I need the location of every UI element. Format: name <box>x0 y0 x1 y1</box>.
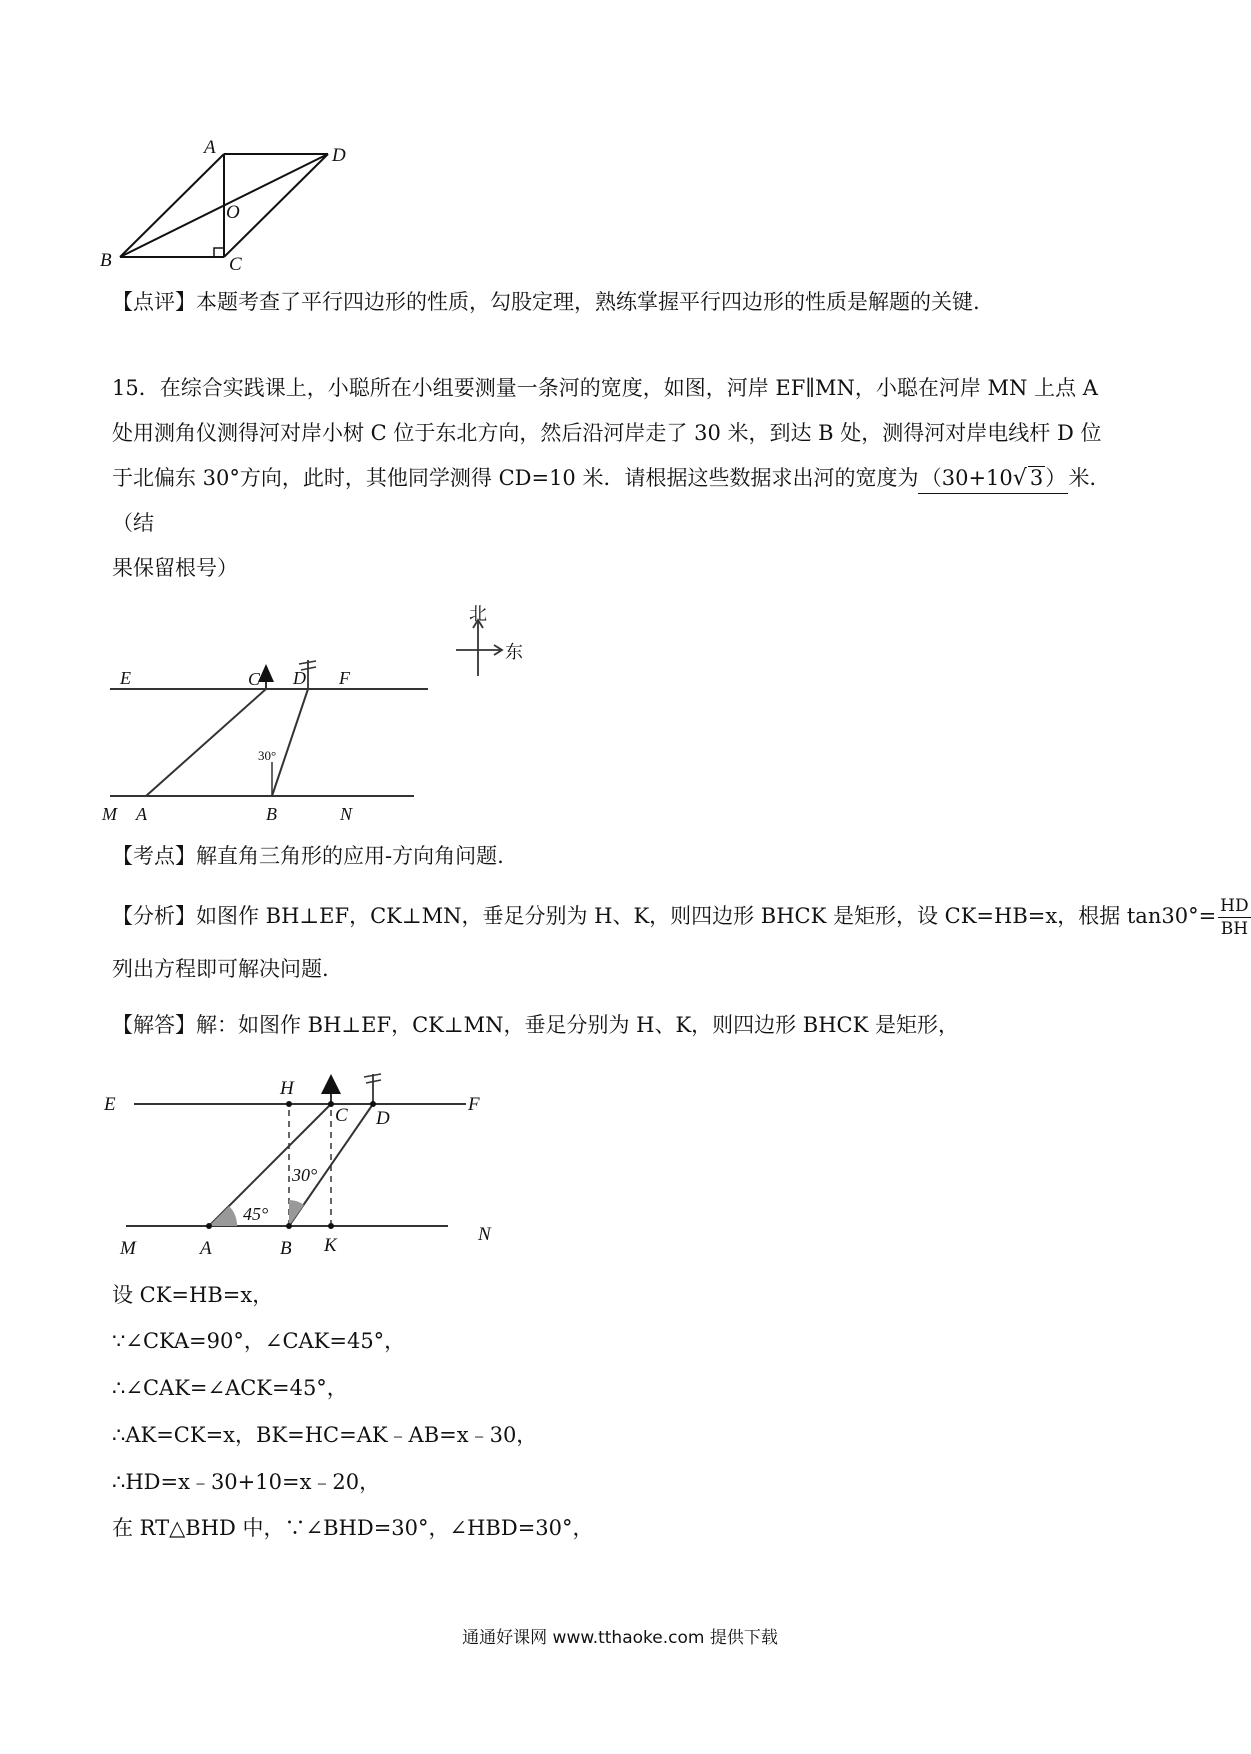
river-figure-2 <box>96 1064 506 1274</box>
solution-step-5: ∴HD=x﹣30+10=x﹣20， <box>112 1470 381 1494</box>
label-a: A <box>136 804 147 824</box>
label-m: M <box>120 1238 136 1259</box>
river-diagram-2 <box>96 1064 506 1274</box>
fraction-numerator: HD <box>1220 896 1249 916</box>
tree-arrow-icon <box>321 1074 341 1094</box>
label-b: B <box>280 1238 292 1259</box>
label-m: M <box>102 804 117 824</box>
jieda-tag: 【解答】 <box>112 1013 196 1037</box>
fenxi-line-1 <box>112 894 1251 940</box>
sqrt-sign: √ <box>1012 466 1027 491</box>
problem-text-1: 在综合实践课上，小聪所在小组要测量一条河的宽度，如图，河岸 EF∥MN，小聪在河岸 MN 上点 A <box>159 376 1098 400</box>
fenxi-text: 如图作 BH⊥EF，CK⊥MN，垂足分别为 H、K，则四边形 BHCK 是矩形，设 CK=HB=x，根据 tan30°= <box>196 904 1217 928</box>
point-h <box>286 1101 292 1107</box>
fenxi-tag: 【分析】 <box>112 904 196 928</box>
label-d: D <box>293 668 306 688</box>
problem-line-2: 处用测角仪测得河对岸小树 C 位于东北方向，然后沿河岸走了 30 米，到达 B 处，测得河对岸电线杆 D 位 <box>112 421 1102 445</box>
kaodian-tag: 【考点】 <box>112 844 196 868</box>
label-d: D <box>332 145 346 166</box>
point-a <box>206 1223 212 1229</box>
solution-step-1: 设 CK=HB=x， <box>112 1283 274 1307</box>
solution-step-3: ∴∠CAK=∠ACK=45°， <box>112 1376 348 1400</box>
label-e: E <box>120 668 131 688</box>
label-b: B <box>100 250 112 271</box>
river-diagram-1 <box>96 600 556 825</box>
segment-ac <box>146 689 266 796</box>
jieda-text: 解：如图作 BH⊥EF，CK⊥MN，垂足分别为 H、K，则四边形 BHCK 是矩形， <box>196 1013 959 1037</box>
comment-line <box>112 287 980 317</box>
point-k <box>328 1223 334 1229</box>
label-n: N <box>340 804 353 824</box>
label-b: B <box>266 804 277 824</box>
label-d: D <box>376 1108 390 1129</box>
label-a: A <box>200 1238 212 1259</box>
river-figure-1 <box>96 600 556 825</box>
comment-tag: 【点评】 <box>112 290 196 314</box>
problem-line-3 <box>112 456 1122 546</box>
answer-blank <box>918 464 1068 494</box>
answer-suffix: ） <box>1045 466 1067 490</box>
right-angle-mark <box>214 248 224 257</box>
answer-prefix: （30+10 <box>920 466 1013 490</box>
compass-north-label: 北 <box>469 604 487 624</box>
label-o: O <box>226 202 240 223</box>
point-b <box>286 1223 292 1229</box>
angle-45-label: 45° <box>243 1204 269 1224</box>
edge-ab <box>120 154 224 257</box>
point-d <box>370 1101 376 1107</box>
label-h: H <box>280 1078 294 1099</box>
angle-45-sector <box>209 1206 237 1226</box>
page-footer: 通通好课网 www.tthaoke.com 提供下载 <box>462 1628 778 1648</box>
label-c: C <box>335 1105 348 1126</box>
problem-15 <box>112 366 1122 591</box>
solution-step-2: ∵∠CKA=90°，∠CAK=45°， <box>112 1329 406 1353</box>
tan-fraction <box>1218 895 1250 940</box>
sqrt-radicand: 3 <box>1029 466 1044 490</box>
label-k: K <box>324 1235 337 1256</box>
solution-step-6: 在 RT△BHD 中，∵∠BHD=30°，∠HBD=30°， <box>112 1516 594 1540</box>
compass-east-label: 东 <box>505 642 523 662</box>
problem-number: 15． <box>112 376 160 400</box>
parallelogram-diagram <box>96 130 356 275</box>
comment-text: 本题考查了平行四边形的性质，勾股定理，熟练掌握平行四边形的性质是解题的关键. <box>196 290 980 314</box>
label-f: F <box>339 668 350 688</box>
angle-30-sector <box>289 1200 304 1226</box>
kaodian-text: 解直角三角形的应用-方向角问题. <box>196 844 504 868</box>
label-n: N <box>478 1224 491 1245</box>
parallelogram-figure <box>96 130 356 275</box>
label-f: F <box>468 1094 480 1115</box>
jieda-line <box>112 1010 959 1040</box>
problem-text-3-end: 米．（结 <box>112 466 1111 535</box>
problem-line-4: 果保留根号） <box>112 556 238 580</box>
fenxi-line-2: 列出方程即可解决问题. <box>112 957 329 981</box>
label-e: E <box>104 1094 116 1115</box>
label-c: C <box>229 254 242 275</box>
label-a: A <box>204 137 216 158</box>
solution-step-4: ∴AK=CK=x，BK=HC=AK﹣AB=x﹣30， <box>112 1423 538 1447</box>
problem-text-3: 于北偏东 30°方向，此时，其他同学测得 CD=10 米．请根据这些数据求出河的宽度为 <box>112 466 919 490</box>
segment-bd <box>272 689 308 796</box>
label-c: C <box>248 669 261 689</box>
angle-30-label: 30° <box>292 1165 318 1185</box>
angle-30-label: 30° <box>258 748 277 763</box>
tree-arrow-icon <box>258 664 274 682</box>
problem-line-1 <box>112 366 1122 411</box>
kaodian-line <box>112 841 504 871</box>
fraction-denominator: BH <box>1220 919 1249 939</box>
point-c <box>328 1101 334 1107</box>
